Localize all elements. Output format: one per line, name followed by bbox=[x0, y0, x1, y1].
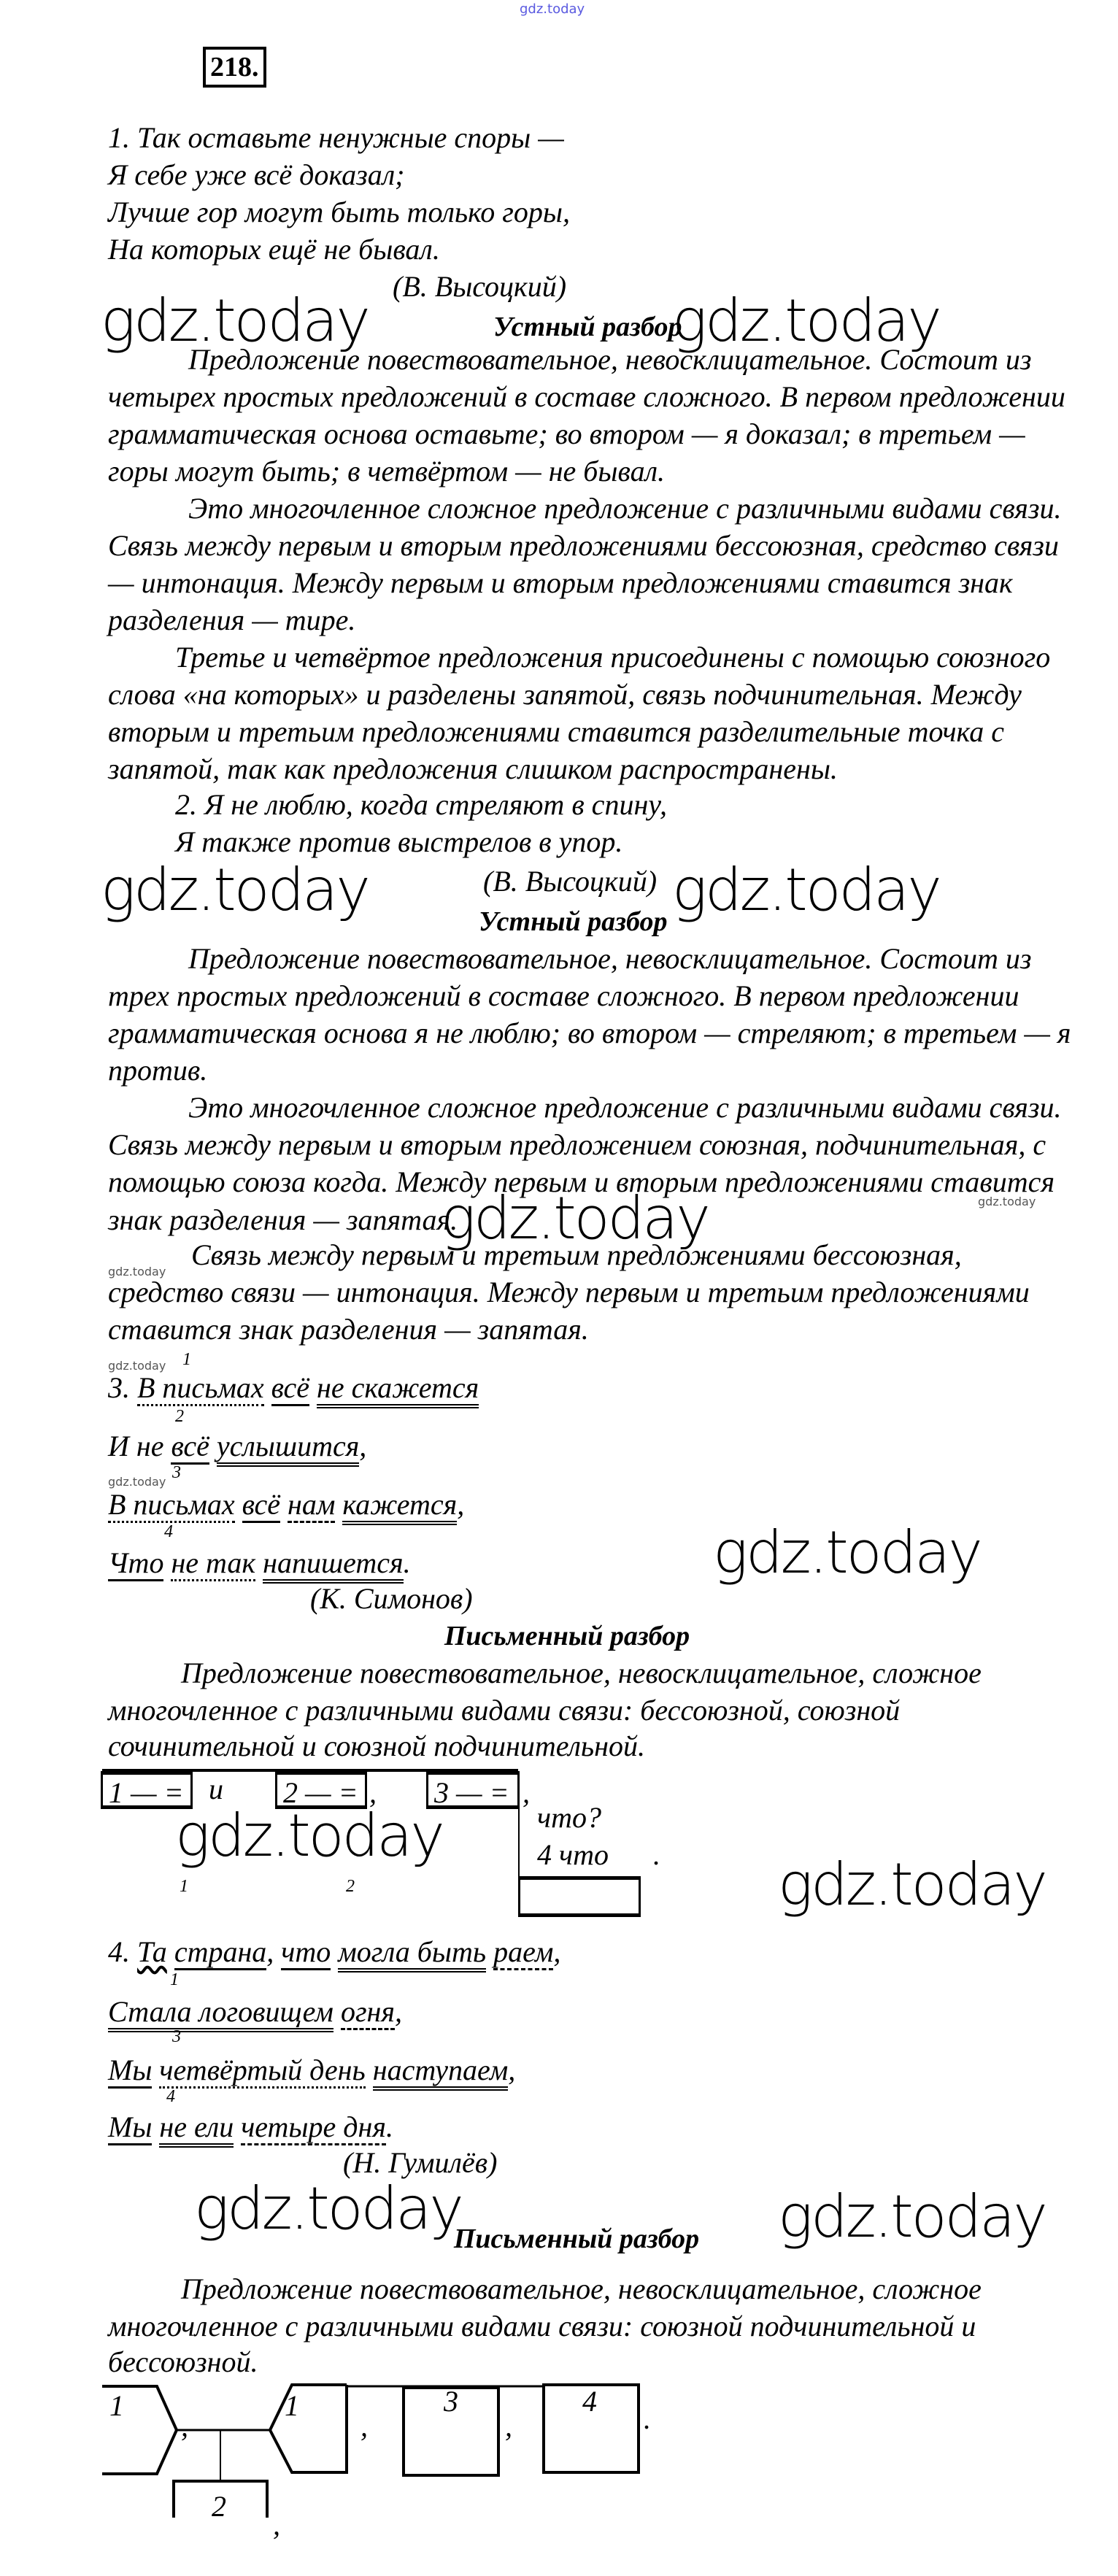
watermark-small: gdz.today bbox=[108, 1359, 166, 1373]
text-line: Предложение повествовательное, невосклицательное. Состоит из bbox=[188, 942, 1032, 975]
watermark: gdz.today bbox=[101, 856, 369, 924]
watermark: gdz.today bbox=[778, 1851, 1046, 1918]
sentence-member: Что bbox=[108, 1546, 163, 1581]
text-segment: , bbox=[394, 1995, 402, 2028]
text-segment: , bbox=[359, 1430, 367, 1462]
poem-author: (В. Высоцкий) bbox=[393, 270, 567, 303]
clause-number: 1 bbox=[170, 1970, 179, 1989]
sentence-member: что bbox=[281, 1935, 331, 1970]
text-line: четырех простых предложений в составе сложного. В первом предложении bbox=[108, 380, 1065, 413]
poem-line: 2. Я не люблю, когда стреляют в спину, bbox=[175, 788, 668, 821]
text-segment bbox=[486, 1935, 493, 1968]
text-segment bbox=[167, 1935, 174, 1968]
text-segment: . bbox=[403, 1546, 411, 1579]
clause-number: 2 bbox=[346, 1877, 355, 1896]
clause-number: 1 bbox=[182, 1350, 191, 1369]
poem-line bbox=[108, 1428, 366, 1465]
text-line: Связь между первым и третьим предложениями бессоюзная, bbox=[191, 1238, 962, 1271]
watermark: gdz.today bbox=[778, 2183, 1046, 2251]
text-segment: 4. bbox=[108, 1935, 137, 1968]
text-segment bbox=[234, 2110, 241, 2143]
comma: , bbox=[361, 2410, 368, 2442]
sentence-member: Та bbox=[137, 1935, 167, 1968]
period: . bbox=[644, 2402, 651, 2435]
clause-number: 2 bbox=[175, 1407, 184, 1426]
poem-author: (Н. Гумилёв) bbox=[343, 2146, 498, 2179]
clause-box: 3 — = bbox=[426, 1771, 520, 1809]
watermark: gdz.today bbox=[672, 856, 940, 924]
sentence-member: всё bbox=[271, 1371, 309, 1406]
text-segment bbox=[235, 1488, 242, 1521]
sentence-member: могла быть bbox=[338, 1935, 486, 1973]
text-line: Предложение повествовательное, невосклицательное, сложное bbox=[181, 2272, 982, 2305]
text-line: бессоюзной. bbox=[108, 2345, 258, 2378]
section-title: Письменный разбор bbox=[444, 1621, 690, 1651]
text-segment bbox=[335, 1488, 342, 1521]
poem-line: Я себе уже всё доказал; bbox=[108, 158, 405, 191]
sentence-member: услышится bbox=[217, 1430, 359, 1467]
clause-number: 4 bbox=[164, 1522, 173, 1541]
watermark: gdz.today bbox=[441, 1184, 709, 1252]
sentence-member: всё bbox=[242, 1488, 280, 1523]
text-line: средство связи — интонация. Между первым и третьим предложениями bbox=[108, 1276, 1030, 1308]
section-title: Устный разбор bbox=[479, 906, 668, 937]
sentence-member: страна bbox=[174, 1935, 266, 1970]
poem-author: (В. Высоцкий) bbox=[483, 865, 658, 898]
poem-line: Лучше гор могут быть только горы, bbox=[108, 196, 570, 228]
watermark: gdz.today bbox=[101, 287, 369, 355]
comma: , bbox=[523, 1776, 530, 1809]
clause-label: 2 bbox=[212, 2490, 226, 2523]
clause-box: 2 — = bbox=[275, 1771, 367, 1809]
period: . bbox=[653, 1838, 660, 1871]
section-title: Устный разбор bbox=[493, 312, 682, 342]
clause-label: 1 bbox=[285, 2389, 299, 2422]
clause-box: 1 — = bbox=[101, 1771, 193, 1809]
text-line: против. bbox=[108, 1054, 208, 1087]
text-line: грамматическая основа оставьте; во втором — я доказал; в третьем — bbox=[108, 417, 1025, 450]
text-line: Предложение повествовательное, невосклицательное. Состоит из bbox=[188, 343, 1032, 376]
sentence-member: напишется bbox=[263, 1546, 404, 1584]
watermark-small: gdz.today bbox=[978, 1195, 1036, 1208]
section-title: Письменный разбор bbox=[453, 2224, 700, 2254]
poem-line bbox=[108, 2052, 515, 2089]
sentence-member: Мы bbox=[108, 2054, 152, 2089]
clause-label: 4 bbox=[582, 2385, 597, 2418]
clause-number: 1 bbox=[180, 1877, 188, 1896]
text-segment bbox=[309, 1371, 317, 1404]
sentence-member: огня bbox=[341, 1995, 395, 2030]
text-line: ставится знак разделения — запятая. bbox=[108, 1313, 589, 1346]
text-segment bbox=[264, 1371, 271, 1404]
text-segment: , bbox=[457, 1488, 465, 1521]
watermark: gdz.today bbox=[194, 2175, 462, 2243]
sentence-member: не ели bbox=[159, 2110, 234, 2148]
text-line: Третье и четвёртое предложения присоединены с помощью союзного bbox=[175, 641, 1051, 674]
clause-label: 1 bbox=[109, 2389, 124, 2422]
comma: , bbox=[273, 2508, 280, 2541]
poem-line bbox=[108, 2109, 393, 2145]
sentence-member: всё bbox=[171, 1430, 209, 1465]
text-line: — интонация. Между первым и вторым предложениями ставится знак bbox=[108, 566, 1013, 599]
poem-line bbox=[108, 1370, 479, 1406]
text-line: разделения — тире. bbox=[108, 603, 356, 636]
poem-line bbox=[108, 1545, 411, 1581]
text-line: Связь между первым и вторым предложением союзная, подчинительная, с bbox=[108, 1128, 1046, 1161]
scheme-diagram-2 bbox=[0, 2372, 657, 2518]
text-segment bbox=[255, 1546, 263, 1579]
text-segment bbox=[209, 1430, 217, 1462]
text-line: сочинительной и союзной подчинительной. bbox=[108, 1729, 645, 1762]
text-segment bbox=[366, 2054, 373, 2086]
text-line: трех простых предложений в составе сложного. В первом предложении bbox=[108, 979, 1019, 1012]
poem-author: (К. Симонов) bbox=[310, 1582, 473, 1615]
text-line: многочленное с различными видами связи: союзной подчинительной и bbox=[108, 2310, 976, 2342]
sentence-member: кажется bbox=[342, 1488, 457, 1525]
comma: , bbox=[181, 2410, 188, 2442]
sentence-member: В письмах bbox=[108, 1488, 235, 1523]
text-line: знак разделения — запятая. bbox=[108, 1203, 458, 1236]
text-line: Это многочленное сложное предложение с различными видами связи. bbox=[188, 492, 1062, 525]
text-segment bbox=[331, 1935, 338, 1968]
poem-line: 1. Так оставьте ненужные споры — bbox=[108, 121, 564, 154]
text-line: Это многочленное сложное предложение с различными видами связи. bbox=[188, 1091, 1062, 1124]
text-segment bbox=[334, 1995, 341, 2028]
sentence-member: В письмах bbox=[137, 1371, 264, 1406]
sentence-member: четыре дня bbox=[241, 2110, 386, 2145]
question-label: что? bbox=[537, 1801, 601, 1834]
comma: , bbox=[369, 1776, 377, 1809]
text-segment bbox=[152, 2054, 159, 2086]
sentence-member: четвёртый день bbox=[159, 2054, 365, 2089]
poem-line: Я также против выстрелов в упор. bbox=[175, 825, 623, 858]
text-line: Предложение повествовательное, невосклицательное, сложное bbox=[181, 1657, 982, 1689]
text-segment bbox=[163, 1546, 171, 1579]
text-line: грамматическая основа я не люблю; во втором — стреляют; в третьем — я bbox=[108, 1017, 1071, 1049]
clause-label: 3 bbox=[444, 2385, 458, 2418]
sentence-member: раем bbox=[493, 1935, 553, 1970]
poem-line: На которых ещё не бывал. bbox=[108, 233, 440, 266]
watermark-small: gdz.today bbox=[108, 1475, 166, 1489]
poem-line bbox=[108, 1486, 464, 1523]
clause-number: 4 bbox=[166, 2087, 175, 2106]
text-segment: , bbox=[266, 1935, 282, 1968]
sentence-member: наступаем bbox=[373, 2054, 509, 2091]
task-number: 218. bbox=[203, 47, 266, 88]
watermark: gdz.today bbox=[672, 287, 940, 355]
sentence-member: не скажется bbox=[317, 1371, 479, 1408]
clause-number: 3 bbox=[172, 2027, 181, 2046]
text-segment: , bbox=[553, 1935, 561, 1968]
text-line: многочленное с различными видами связи: бессоюзной, союзной bbox=[108, 1694, 901, 1727]
sentence-member: не так bbox=[171, 1546, 255, 1581]
text-line: слова «на которых» и разделены запятой, связь подчинительная. Между bbox=[108, 678, 1022, 711]
text-segment bbox=[152, 2110, 159, 2143]
comma: , bbox=[505, 2410, 512, 2442]
text-segment: 3. bbox=[108, 1371, 137, 1404]
watermark: gdz.today bbox=[175, 1802, 443, 1870]
sentence-member: Стала логовищем bbox=[108, 1995, 334, 2032]
watermark: gdz.today bbox=[713, 1519, 981, 1586]
text-segment: И не bbox=[108, 1430, 171, 1462]
text-line: запятой, так как предложения слишком распространены. bbox=[108, 752, 838, 785]
text-line: горы могут быть; в четвёртом — не бывал. bbox=[108, 455, 666, 487]
text-segment bbox=[280, 1488, 288, 1521]
clause-box bbox=[518, 1876, 641, 1917]
text-line: вторым и третьим предложениями ставится разделительные точка с bbox=[108, 715, 1005, 748]
sentence-member: нам bbox=[288, 1488, 335, 1523]
conjunction: и bbox=[209, 1773, 223, 1805]
clause-number: 3 bbox=[172, 1463, 181, 1482]
text-segment: . bbox=[385, 2110, 393, 2143]
poem-line bbox=[108, 1934, 560, 1970]
watermark-small: gdz.today bbox=[108, 1265, 166, 1279]
text-line: помощью союза когда. Между первым и вторым предложениями ставится bbox=[108, 1165, 1055, 1198]
poem-line bbox=[108, 1994, 402, 2030]
text-segment: , bbox=[508, 2054, 516, 2086]
clause-shape-1b bbox=[270, 2385, 347, 2472]
subordinate-label: 4 что bbox=[537, 1838, 609, 1871]
sentence-member: Мы bbox=[108, 2110, 152, 2145]
text-line: Связь между первым и вторым предложениями бессоюзная, средство связи bbox=[108, 529, 1059, 562]
site-link[interactable]: gdz.today bbox=[520, 1, 585, 17]
